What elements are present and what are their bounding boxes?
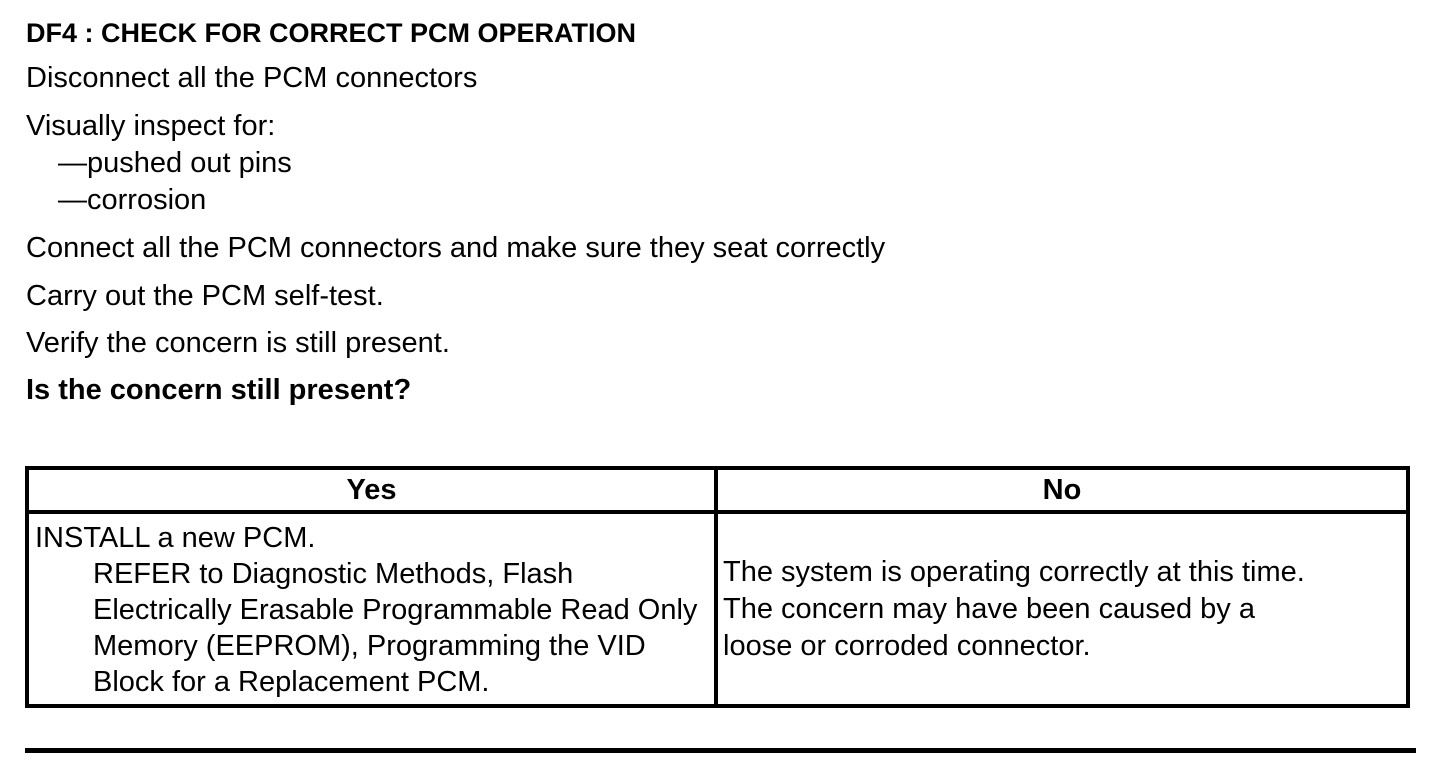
- yes-action: INSTALL a new PCM.: [35, 522, 316, 554]
- bottom-divider: [25, 748, 1416, 753]
- step-disconnect: Disconnect all the PCM connectors: [26, 62, 478, 94]
- page-title: DF4 : CHECK FOR CORRECT PCM OPERATION: [26, 18, 637, 48]
- no-line-3: loose or corroded connector.: [723, 629, 1091, 662]
- yes-cell: [27, 512, 716, 706]
- question: Is the concern still present?: [26, 374, 412, 406]
- step-verify: Verify the concern is still present.: [26, 327, 450, 359]
- inspect-item-pushed-out-pins: —pushed out pins: [58, 147, 292, 179]
- yes-reference: REFER to Diagnostic Methods, Flash Electrically Erasable Programmable Read Only Memory (EEPROM), Programming the VID Block for a Replacement PCM.: [93, 558, 698, 698]
- table-header-row: [27, 468, 1408, 512]
- header-yes: Yes: [27, 468, 716, 512]
- no-cell: [716, 512, 1408, 706]
- no-line-2: The concern may have been caused by a: [723, 592, 1255, 625]
- table-row: [27, 512, 1408, 706]
- result-table: [25, 466, 1410, 708]
- header-no: No: [716, 468, 1408, 512]
- inspect-item-corrosion: —corrosion: [58, 184, 207, 216]
- step-self-test: Carry out the PCM self-test.: [26, 280, 384, 312]
- step-connect: Connect all the PCM connectors and make sure they seat correctly: [26, 232, 886, 264]
- step-inspect: Visually inspect for:: [26, 110, 276, 142]
- no-line-1: The system is operating correctly at this time.: [723, 555, 1305, 588]
